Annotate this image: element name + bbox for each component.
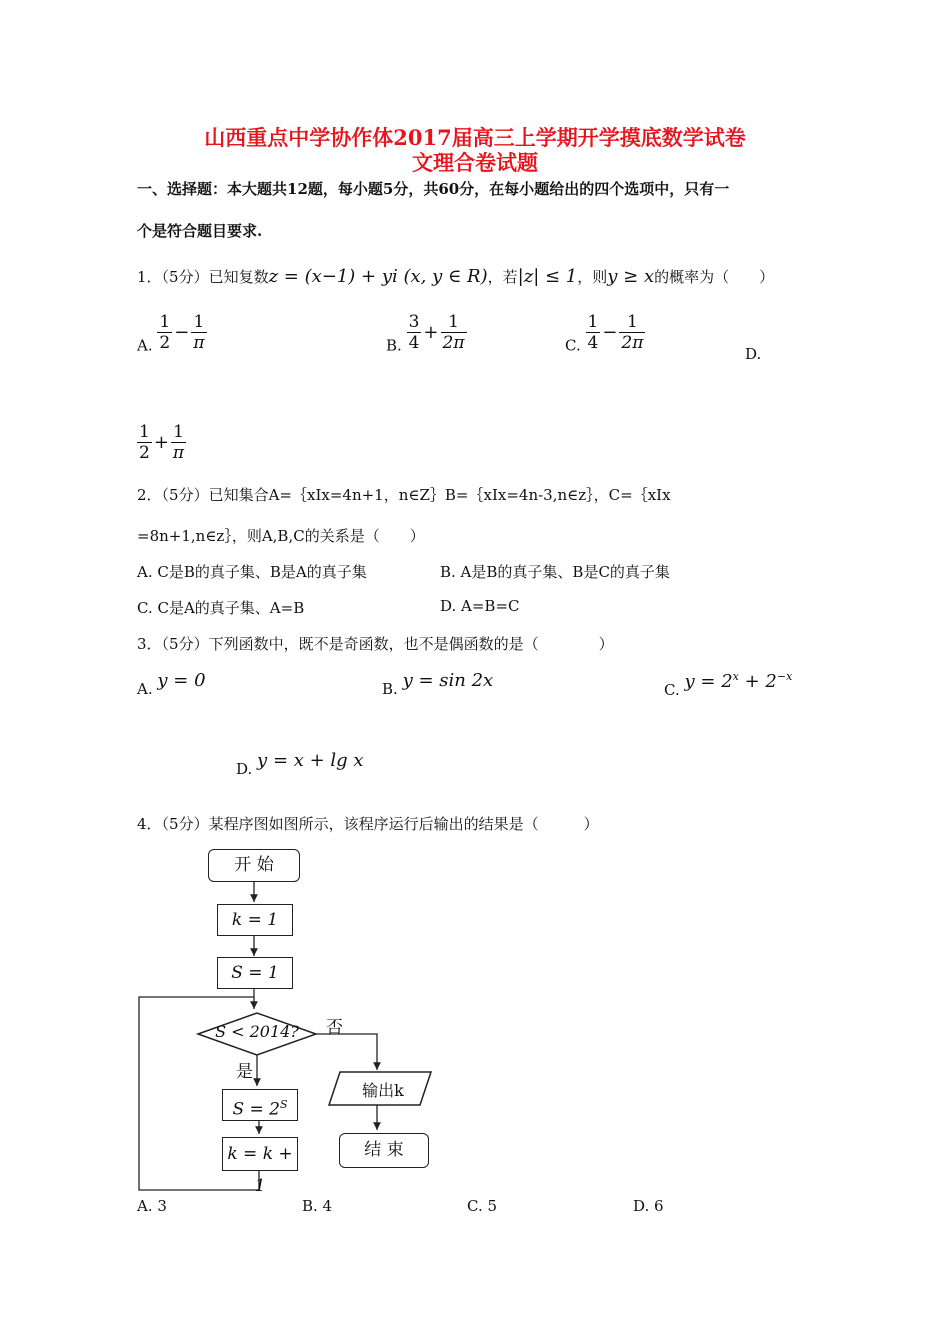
q2-option-d[interactable]: D. A=B=C xyxy=(440,597,520,615)
q1-d-den1: 2 xyxy=(139,443,150,463)
q3-option-b-label: B. xyxy=(382,680,398,698)
flowchart-yes-label: 是 xyxy=(236,1062,253,1082)
q3-option-d-label: D. xyxy=(236,760,253,778)
q4-option-c[interactable]: C. 5 xyxy=(467,1197,498,1215)
q1-a-num2: 1 xyxy=(191,312,206,333)
q2-stem-line1: 2．（5分）已知集合A=｛xIx=4n+1，n∈Z｝B=｛xIx=4n-3,n∈z｝，C=｛xIx xyxy=(137,486,671,504)
q1-c-num1: 1 xyxy=(587,312,599,332)
q3-stem: 3．（5分）下列函数中，既不是奇函数，也不是偶函数的是（ ） xyxy=(137,635,614,653)
q1-a-num1: 1 xyxy=(159,312,171,332)
q1-a-op: − xyxy=(174,322,190,343)
flowchart-k-init-text: k = 1 xyxy=(231,910,279,930)
q1-c-num2: 1 xyxy=(619,312,645,333)
q1-option-d-label[interactable]: D. xyxy=(745,345,762,363)
q1-d-num1: 1 xyxy=(139,422,150,442)
q3-c-exp1: x xyxy=(732,670,739,683)
q1-prefix: 1．（5分）已知复数 xyxy=(137,268,269,286)
q3-c-exp2: −x xyxy=(776,670,793,683)
q1-option-a-label: A. xyxy=(137,336,153,355)
q1-a-den2: π xyxy=(193,333,205,353)
q3-c-base: y = 2 xyxy=(684,671,733,692)
q1-option-b-label: B. xyxy=(386,336,402,355)
q2-option-c[interactable]: C. C是A的真子集、A=B xyxy=(137,599,305,617)
q1-d-den2: π xyxy=(172,443,185,463)
q1-formula-z: z = (x−1) + yi (x, y ∈ R) xyxy=(268,266,488,287)
q1-mid1: ，若 xyxy=(487,268,518,286)
q1-b-den1: 4 xyxy=(408,333,420,353)
q3-option-c-label: C. xyxy=(664,681,680,699)
q4-stem: 4．（5分）某程序图如图所示，该程序运行后输出的结果是（ ） xyxy=(137,815,599,833)
q3-option-b-formula: y = sin 2x xyxy=(402,670,494,691)
q1-c-den2: 2π xyxy=(621,333,644,353)
flowchart-s-update-base: S = 2 xyxy=(232,1099,280,1120)
q3-option-d-formula: y = x + lg x xyxy=(257,750,364,771)
flowchart-no-label: 否 xyxy=(326,1018,343,1038)
q4-option-b[interactable]: B. 4 xyxy=(302,1197,333,1215)
q2-option-b[interactable]: B. A是B的真子集、B是C的真子集 xyxy=(440,563,670,581)
q3-option-a-formula: y = 0 xyxy=(157,670,206,691)
section-heading-line1: 一、选择题：本大题共12题，每小题5分，共60分，在每小题给出的四个选项中，只有一 xyxy=(137,180,730,198)
q1-b-den2: 2π xyxy=(442,333,465,353)
q1-d-op: + xyxy=(153,432,169,453)
flowchart-k-update xyxy=(222,1137,298,1196)
flowchart-k-update-text: k = k + 1 xyxy=(227,1144,293,1196)
q1-formula-modulus: |z| ≤ 1 xyxy=(517,266,578,287)
flowchart-output-text: 输出k xyxy=(362,1081,404,1100)
section-heading-line2: 个是符合题目要求. xyxy=(137,222,263,240)
flowchart-end: 结 束 xyxy=(339,1133,429,1168)
q1-d-num2: 1 xyxy=(171,422,186,443)
q2-stem-line2: =8n+1,n∈z｝，则A,B,C的关系是（ ） xyxy=(137,527,425,545)
exam-subtitle: 文理合卷试题 xyxy=(412,150,538,175)
q1-formula-ineq: y ≥ x xyxy=(607,266,655,287)
q1-c-den1: 4 xyxy=(587,333,599,353)
q4-option-a[interactable]: A. 3 xyxy=(137,1197,167,1215)
q1-a-den1: 2 xyxy=(159,333,171,353)
flowchart-s-init-text: S = 1 xyxy=(231,963,279,983)
q1-b-op: + xyxy=(423,322,439,343)
q3-c-mid: + 2 xyxy=(738,671,777,692)
exam-title: 山西重点中学协作体2017届高三上学期开学摸底数学试卷 xyxy=(204,125,746,150)
flowchart-start: 开 始 xyxy=(208,849,300,882)
q1-option-c-label: C. xyxy=(565,336,581,355)
q1-b-num1: 3 xyxy=(408,312,420,332)
q4-option-d[interactable]: D. 6 xyxy=(633,1197,664,1215)
flowchart-s-init xyxy=(217,957,293,989)
flowchart-decision-text: S < 2014? xyxy=(215,1022,299,1041)
flowchart-k-init xyxy=(217,904,293,936)
flowchart-s-update xyxy=(222,1089,298,1121)
q1-mid2: ，则 xyxy=(577,268,608,286)
flowchart-s-update-exp: S xyxy=(279,1098,288,1111)
q1-b-num2: 1 xyxy=(441,312,467,333)
q3-option-a-label: A. xyxy=(137,680,153,698)
q2-option-a[interactable]: A. C是B的真子集、B是A的真子集 xyxy=(137,563,367,581)
q1-c-op: − xyxy=(602,322,618,343)
q1-suffix: 的概率为（ ） xyxy=(654,268,775,286)
